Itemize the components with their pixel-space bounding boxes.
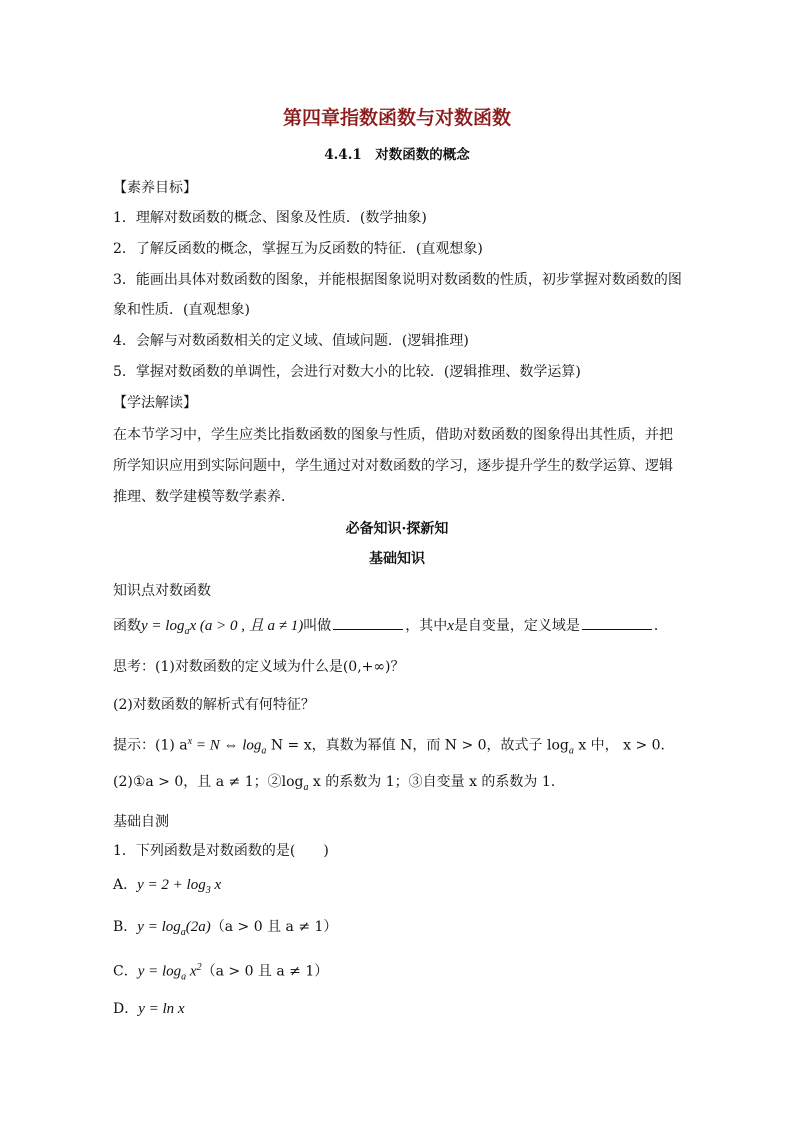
test-question: 1．下列函数是对数函数的是( ): [113, 843, 329, 859]
hint1-c: N = x，真数为幂值 N，而 N > 0，故式子 log: [266, 737, 569, 754]
hint1-b: = N ⇔ log: [192, 737, 262, 754]
option-b: [113, 917, 337, 943]
option-letter: D．: [113, 1001, 139, 1017]
def-prefix: 函数: [113, 618, 141, 634]
test-label: 基础自测: [113, 814, 169, 830]
option-cond: （a > 0 且 a ≠ 1）: [210, 919, 338, 935]
def-var: x: [447, 618, 454, 634]
section-subtitle-basic: 基础知识: [369, 551, 425, 567]
hint-1: [113, 732, 675, 761]
option-sub: a: [181, 971, 187, 983]
goal-item-3-cont: 象和性质．(直观想象): [113, 302, 250, 318]
hint2-a: (2)①a > 0，且 a ≠ 1；②log: [113, 774, 304, 790]
option-letter: B．: [113, 919, 138, 935]
hint2-b: x 的系数为 1；③自变量 x 的系数为 1.: [308, 774, 556, 790]
option-sub: a: [180, 926, 186, 938]
chapter-title: 第四章指数函数与对数函数: [282, 107, 511, 129]
hint1-sup: x: [187, 736, 193, 747]
method-line-2: 所学知识应用到实际问题中，学生通过对对数函数的学习，逐步提升学生的数学运算、逻辑: [113, 458, 673, 474]
def-sub: a: [184, 625, 190, 637]
option-math-b: x: [186, 963, 197, 980]
method-line-1: 在本节学习中，学生应类比指数函数的图象与性质，借助对数函数的图象得出其性质，并把: [113, 427, 673, 443]
option-math-b: (2a): [185, 919, 211, 935]
option-math: y = 2 + log: [137, 877, 206, 893]
method-heading: 【学法解读】: [113, 395, 197, 411]
option-math: y = log: [137, 919, 181, 935]
def-math: y = log: [141, 618, 185, 634]
knowledge-label: 知识点对数函数: [113, 583, 211, 599]
def-end: ．: [653, 618, 668, 634]
goal-item-5: 5．掌握对数函数的单调性，会进行对数大小的比较．(逻辑推理、数学运算): [113, 364, 581, 380]
option-math: y = ln x: [138, 1001, 185, 1017]
def-mid: 叫做: [303, 618, 332, 634]
def-mid2: ，其中: [405, 618, 448, 634]
option-letter: C．: [113, 963, 138, 980]
goal-item-3: 3．能画出具体对数函数的图象，并能根据图象说明对数函数的性质，初步掌握对数函数的图: [113, 272, 682, 288]
option-math: y = log: [137, 963, 182, 980]
definition-line: [113, 615, 668, 642]
def-mid3: 是自变量，定义域是: [453, 618, 580, 634]
hint1-sub: a: [261, 745, 267, 757]
goal-item-4: 4．会解与对数函数相关的定义域、值域问题．(逻辑推理): [113, 333, 469, 349]
def-math2: x (a > 0 , 且 a ≠ 1): [189, 618, 304, 634]
blank-term: [333, 615, 403, 630]
option-math-b: x: [210, 877, 222, 893]
hint1-sub2: a: [568, 745, 574, 757]
section-title: 必备知识·探新知: [345, 521, 449, 537]
option-sup: 2: [196, 962, 202, 973]
method-line-3: 推理、数学建模等数学素养．: [113, 489, 295, 505]
hint1-a: 提示：(1) a: [113, 737, 188, 754]
hint1-d: x 中， x > 0．: [573, 737, 675, 754]
think-q2: (2)对数函数的解析式有何特征？: [113, 697, 315, 713]
blank-domain: [582, 615, 652, 630]
option-d: [113, 999, 185, 1019]
hint-2: [113, 772, 555, 798]
goal-item-2: 2．了解反函数的概念，掌握互为反函数的特征．(直观想象): [113, 241, 483, 257]
option-a: [113, 875, 221, 901]
option-letter: A．: [113, 877, 138, 893]
goal-item-1: 1．理解对数函数的概念、图象及性质．(数学抽象): [113, 210, 427, 226]
think-q1: 思考：(1)对数函数的定义域为什么是(0,+∞)？: [113, 659, 405, 675]
option-cond: （a > 0 且 a ≠ 1）: [201, 963, 329, 980]
option-c: [113, 958, 328, 987]
section-subtitle: 4.4.1 对数函数的概念: [324, 147, 470, 163]
option-sub: 3: [205, 884, 211, 896]
goals-heading: 【素养目标】: [113, 180, 197, 196]
hint2-sub: a: [303, 781, 309, 793]
